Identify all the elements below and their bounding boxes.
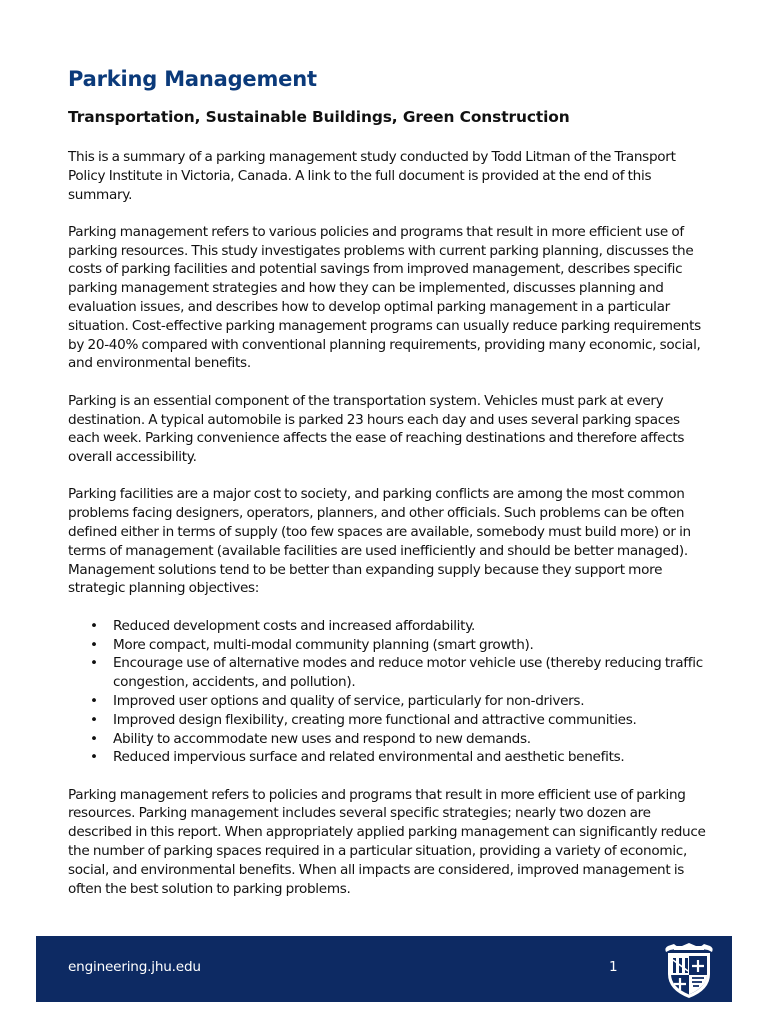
list-item: • Ability to accommodate new uses and respond to new demands.: [113, 730, 706, 749]
page-title: Parking Management: [68, 67, 317, 91]
paragraph: Parking management refers to policies and programs that result in more efficient use of parking resources. Parking management includes several specific strategies; nearly two dozen are described in this report. When appropriately applied parking management can significantly reduce the number of parking spaces required in a particular situation, providing a variety of economic, social, and environmental benefits. When all impacts are considered, improved management is often the best solution to parking problems.: [68, 786, 706, 897]
page-footer: [36, 936, 732, 1002]
benefits-list: [68, 617, 706, 767]
paragraph: Parking management refers to various policies and programs that result in more efficient use of parking resources. This study investigates problems with current parking planning, discusses the costs of parking facilities and potential savings from improved management, describes specific parking management strategies and how they can be implemented, discusses planning and evaluation issues, and describes how to develop optimal parking management in a particular situation. Cost-effective parking management programs can usually reduce parking requirements by 20-40% compared with conventional planning requirements, providing many economic, social, and environmental benefits.: [68, 223, 701, 372]
page-subtitle: Transportation, Sustainable Buildings, Green Construction: [68, 108, 570, 126]
list-item: • Encourage use of alternative modes and reduce motor vehicle use (thereby reducing traffic congestion, accidents, and pollution).: [113, 654, 706, 692]
list-item: • Reduced impervious surface and related environmental and aesthetic benefits.: [113, 748, 706, 767]
footer-url-link[interactable]: engineering.jhu.edu: [68, 959, 201, 975]
list-item: • More compact, multi-modal community planning (smart growth).: [113, 636, 706, 655]
page-number: 1: [609, 959, 618, 975]
document-body: [68, 148, 706, 898]
list-item: • Reduced development costs and increased affordability.: [113, 617, 706, 636]
document-content: [68, 64, 706, 917]
jhu-shield-icon: [660, 940, 718, 1000]
list-item: • Improved design flexibility, creating more functional and attractive communities.: [113, 711, 706, 730]
paragraph: This is a summary of a parking management study conducted by Todd Litman of the Transport Policy Institute in Victoria, Canada. A link to the full document is provided at the end of this summary.: [68, 149, 676, 203]
list-item: • Improved user options and quality of service, particularly for non-drivers.: [113, 692, 706, 711]
paragraph: Parking facilities are a major cost to society, and parking conflicts are among the most common problems facing designers, operators, planners, and other officials. Such problems can be often defined either in terms of supply (too few spaces are available, somebody must build more) or in terms of management (available facilities are used inefficiently and should be better managed). Management solutions tend to be better than expanding supply because they support more strategic planning objectives:: [68, 486, 691, 597]
paragraph: Parking is an essential component of the transportation system. Vehicles must park at every destination. A typical automobile is parked 23 hours each day and uses several parking spaces each week. Parking convenience affects the ease of reaching destinations and therefore affects overall accessibility.: [68, 392, 685, 466]
